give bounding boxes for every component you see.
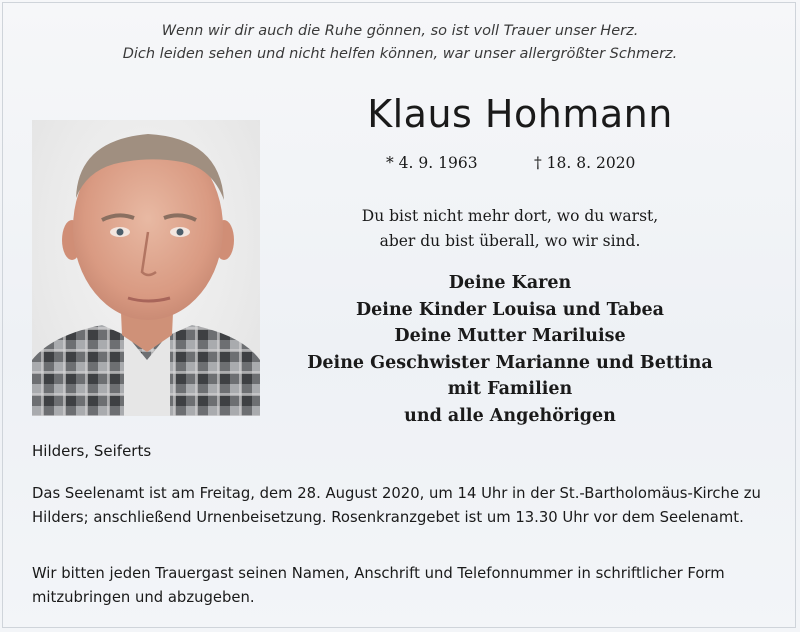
guest-request: Wir bitten jeden Trauergast seinen Namen, Anschrift und Telefonnummer in schriftlicher Form mitzubringen und abzugeben.: [32, 565, 725, 606]
service-announcement: Das Seelenamt ist am Freitag, dem 28. August 2020, um 14 Uhr in der St.-Bartholomäus-Kirche zu Hilders; anschließend Urnenbeisetzung. Rosenkranzgebet ist um 13.30 Uhr vor dem Seelenamt.: [32, 485, 761, 526]
death-date: † 18. 8. 2020: [534, 154, 636, 172]
birth-date: * 4. 9. 1963: [386, 154, 478, 172]
deceased-name: Klaus Hohmann: [367, 92, 673, 136]
mourner-line: Deine Kinder Louisa und Tabea: [356, 299, 664, 320]
mourner-line: und alle Angehörigen: [404, 405, 616, 426]
mourner-line: mit Familien: [447, 379, 573, 399]
portrait-photo: [32, 120, 260, 416]
opening-verse: [0, 20, 800, 66]
portrait-illustration: [32, 120, 260, 416]
mourner-line: Deine Mutter Mariluise: [394, 326, 626, 346]
memorial-verse: [300, 204, 720, 254]
verse-line: aber du bist überall, wo wir sind.: [379, 232, 641, 250]
mourners-list: [290, 270, 730, 429]
mourner-line: Deine Karen: [448, 273, 572, 293]
life-dates: [300, 154, 740, 178]
verse-line: Du bist nicht mehr dort, wo du warst,: [361, 207, 659, 225]
mourner-line: Deine Geschwister Marianne und Bettina: [307, 352, 713, 373]
verse-line: Dich leiden sehen und nicht helfen können, war unser allergrößter Schmerz.: [122, 46, 678, 62]
location: Hilders, Seiferts: [32, 442, 152, 460]
verse-line: Wenn wir dir auch die Ruhe gönnen, so ist voll Trauer unser Herz.: [161, 23, 639, 39]
